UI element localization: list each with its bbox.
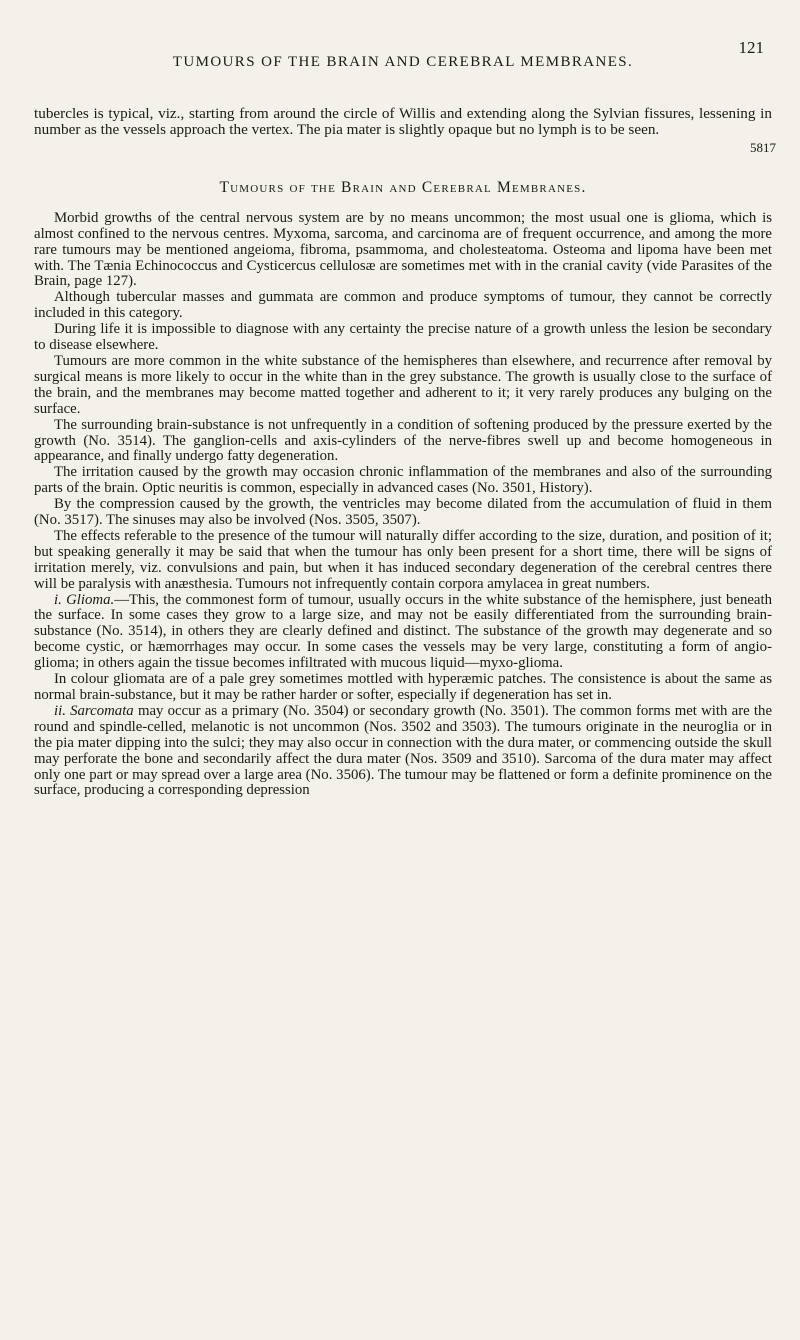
- paragraph: [34, 211, 772, 291]
- margin-note: 5817: [750, 140, 776, 155]
- paragraph-label: ii. Sarcomata: [54, 702, 134, 719]
- paragraph-text: The effects referable to the presence of the tumour will naturally differ according to the size, duration, and position of it; but speaking generally it may be said that when the tumour has only been present for a short time, there will be signs of irritation merely, viz. convulsions and pain, but when it has induced secondary degeneration of the cerebral centres there will be paralysis with anæsthesia. Tumours not infrequently contain corpora amylacea in great numbers.: [34, 527, 772, 592]
- paragraph: [34, 322, 772, 354]
- paragraph: [34, 497, 772, 529]
- paragraph: [34, 529, 772, 593]
- paragraph-text: The irritation caused by the growth may occasion chronic inflammation of the membranes and also of the surrounding parts of the brain. Optic neuritis is common, especially in advanced cases (No. 3501, History).: [34, 464, 772, 497]
- paragraph-sarcomata: [34, 704, 772, 799]
- paragraph-text: —This, the commonest form of tumour, usually occurs in the white substance of the hemisphere, just beneath the surface. In some cases they grow to a large size, and may not be easily differentiated from the surrounding brain-substance (No. 3514), in others they are clearly defined and distinct. The substance of the growth may degenerate and so become cystic, or hæmorrhages may occur. In some cases the vessels may be very large, constituting a form of angio-glioma; in others again the tissue becomes infiltrated with mucous liquid—myxo-glioma.: [34, 591, 772, 672]
- paragraph: [34, 672, 772, 704]
- paragraph-text: Tumours are more common in the white substance of the hemispheres than elsewhere, and recurrence after removal by surgical means is more likely to occur in the white than in the grey substance. The growth is usually close to the surface of the brain, and the membranes may become matted together and adherent to it; it very rarely produces any bulging on the surface.: [34, 352, 772, 417]
- paragraph-text: Morbid growths of the central nervous system are by no means uncommon; the most usual one is glioma, which is almost confined to the nervous centres. Myxoma, sarcoma, and carcinoma are of frequent occurrence, and among the more rare tumours may be mentioned angeioma, fibroma, psammoma, and cholesteatoma. Osteoma and lipoma have been met with. The Tænia Echinococcus and Cysticercus cellulosæ are sometimes met with in the cranial cavity (vide Parasites of the Brain, page 127).: [34, 209, 772, 290]
- intro-paragraph: [34, 105, 776, 155]
- paragraph-label: i. Glioma.: [54, 591, 115, 608]
- paragraph: [34, 418, 772, 466]
- section-title: Tumours of the Brain and Cerebral Membranes.: [219, 178, 587, 196]
- paragraph-text: In colour gliomata are of a pale grey sometimes mottled with hyperæmic patches. The consistence is about the same as normal brain-substance, but it may be rather harder or softer, especially if degeneration has set in.: [34, 671, 772, 703]
- paragraph-text: By the compression caused by the growth, the ventricles may become dilated from the accumulation of fluid in them (No. 3517). The sinuses may also be involved (Nos. 3505, 3507).: [34, 496, 772, 529]
- paragraph-text: may occur as a primary (No. 3504) or secondary growth (No. 3501). The common forms met with are the round and spindle-celled, melanotic is not uncommon (Nos. 3502 and 3503). The tumours originate in the neuroglia or in the pia mater dipping into the sulci; they may also occur in connection with the dura mater, or commencing outside the skull may perforate the bone and secondarily affect the dura mater (Nos. 3509 and 3510). Sarcoma of the dura mater may affect only one part or may spread over a large area (No. 3506). The tumour may be flattened or form a definite prominence on the surface, producing a corresponding depression: [34, 702, 773, 799]
- running-title: TUMOURS OF THE BRAIN AND CEREBRAL MEMBRANES.: [172, 54, 634, 70]
- paragraph: [34, 465, 772, 497]
- intro-text: tubercles is typical, viz., starting from around the circle of Willis and extending along the Sylvian fissures, lessening in number as the vessels approach the vertex. The pia mater is slightly opaque but no lymph is to be seen.: [34, 105, 772, 139]
- paragraph-glioma: [34, 593, 772, 673]
- paragraph: [34, 290, 772, 322]
- paragraph-text: During life it is impossible to diagnose with any certainty the precise nature of a growth unless the lesion be secondary to disease elsewhere.: [34, 321, 772, 354]
- paragraph: [34, 354, 772, 418]
- paragraph-text: The surrounding brain-substance is not unfrequently in a condition of softening produced by the pressure exerted by the growth (No. 3514). The ganglion-cells and axis-cylinders of the nerve-fibres swell up and become homogeneous in appearance, and finally undergo fatty degeneration.: [34, 416, 772, 465]
- page-number: 121: [738, 38, 764, 57]
- running-head: [34, 38, 772, 84]
- paragraph-text: Although tubercular masses and gummata are common and produce symptoms of tumour, they cannot be correctly included in this category.: [34, 289, 772, 322]
